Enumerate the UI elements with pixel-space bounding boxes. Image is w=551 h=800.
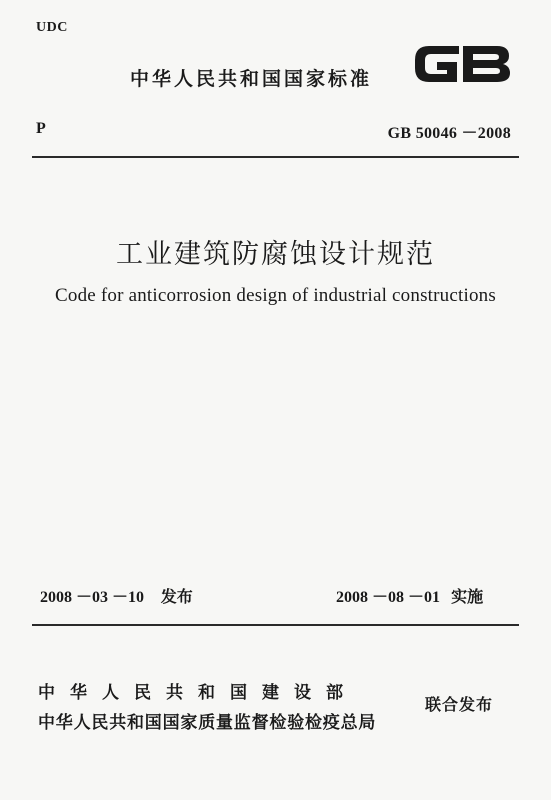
implementation-date-value: 2008 －08 －01: [336, 589, 441, 606]
issue-date: [40, 584, 193, 607]
issuer-aqsiq: 中华人民共和国国家质量监督检验检疫总局: [38, 713, 377, 733]
issuer-ministry: 中华人民共和国建设部: [38, 683, 358, 703]
issue-label: 发布: [160, 587, 193, 606]
joint-issue-label: 联合发布: [425, 695, 494, 714]
top-divider: [32, 156, 519, 158]
title-english: Code for anticorrosion design of industrial constructions: [55, 285, 496, 306]
udc-label: UDC: [36, 20, 68, 35]
gb-logo: [411, 40, 513, 88]
standard-number: GB 50046 －2008: [387, 125, 511, 142]
bottom-divider: [32, 624, 519, 626]
title-chinese: 工业建筑防腐蚀设计规范: [116, 239, 435, 270]
implementation-label: 实施: [451, 587, 484, 606]
national-standard-heading: 中华人民共和国国家标准: [130, 68, 373, 90]
implementation-date: [336, 584, 483, 607]
issue-date-value: 2008 －03 －10: [40, 589, 145, 606]
category-code: P: [36, 120, 46, 137]
